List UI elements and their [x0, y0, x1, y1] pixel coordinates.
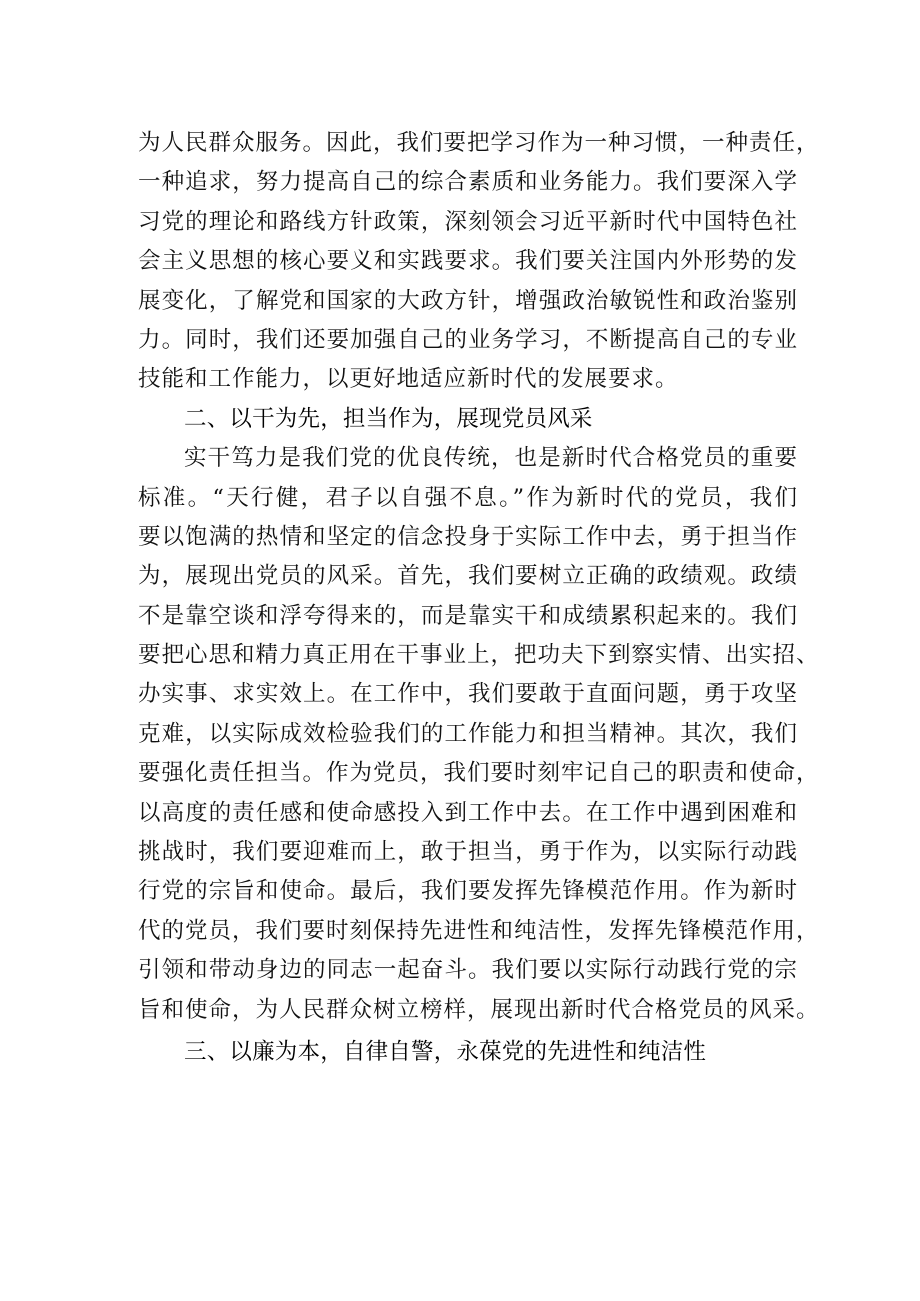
section-heading: 三、以廉为本，自律自警，永葆党的先进性和纯洁性 [184, 1038, 707, 1065]
document-body [138, 124, 820, 1074]
paragraph-line: 要强化责任担当。作为党员，我们要时刻牢记自己的职责和使命， [138, 760, 820, 787]
paragraph-line: 以高度的责任感和使命感投入到工作中去。在工作中遇到困难和 [138, 799, 798, 826]
paragraph [138, 439, 820, 1030]
paragraph-line: 一种追求，努力提高自己的综合素质和业务能力。我们要深入学 [138, 169, 798, 196]
paragraph-line: 引领和带动身边的同志一起奋斗。我们要以实际行动践行党的宗 [138, 957, 798, 984]
paragraph [138, 124, 820, 400]
paragraph-line: 标准。“天行健，君子以自强不息。”作为新时代的党员，我们 [138, 484, 798, 511]
section-heading: 二、以干为先，担当作为，展现党员风采 [184, 405, 593, 432]
paragraph-line: 为，展现出党员的风采。首先，我们要树立正确的政绩观。政绩 [138, 563, 798, 590]
paragraph-line: 会主义思想的核心要义和实践要求。我们要关注国内外形势的发 [138, 248, 798, 275]
paragraph-line: 行党的宗旨和使命。最后，我们要发挥先锋模范作用。作为新时 [138, 878, 798, 905]
paragraph-line: 实干笃力是我们党的优良传统，也是新时代合格党员的重要 [184, 445, 798, 472]
paragraph-line: 旨和使命，为人民群众树立榜样，展现出新时代合格党员的风采。 [138, 996, 820, 1023]
paragraph-line: 不是靠空谈和浮夸得来的，而是靠实干和成绩累积起来的。我们 [138, 602, 798, 629]
paragraph-line: 技能和工作能力，以更好地适应新时代的发展要求。 [138, 366, 679, 393]
paragraph-line: 习党的理论和路线方针政策，深刻领会习近平新时代中国特色社 [138, 208, 798, 235]
paragraph-line: 力。同时，我们还要加强自己的业务学习，不断提高自己的专业 [138, 326, 798, 353]
paragraph-line: 要以饱满的热情和坚定的信念投身于实际工作中去，勇于担当作 [138, 523, 798, 550]
paragraph-line: 克难，以实际成效检验我们的工作能力和担当精神。其次，我们 [138, 720, 798, 747]
paragraph-line: 为人民群众服务。因此，我们要把学习作为一种习惯，一种责任， [138, 130, 820, 156]
paragraph-line: 代的党员，我们要时刻保持先进性和纯洁性，发挥先锋模范作用， [138, 917, 820, 944]
paragraph-line: 挑战时，我们要迎难而上，敢于担当，勇于作为，以实际行动践 [138, 839, 798, 866]
paragraph-line: 办实事、求实效上。在工作中，我们要敢于直面问题，勇于攻坚 [138, 681, 798, 708]
paragraph-line: 展变化，了解党和国家的大政方针，增强政治敏锐性和政治鉴别 [138, 287, 798, 314]
paragraph-line: 要把心思和精力真正用在干事业上，把功夫下到察实情、出实招、 [138, 642, 820, 669]
